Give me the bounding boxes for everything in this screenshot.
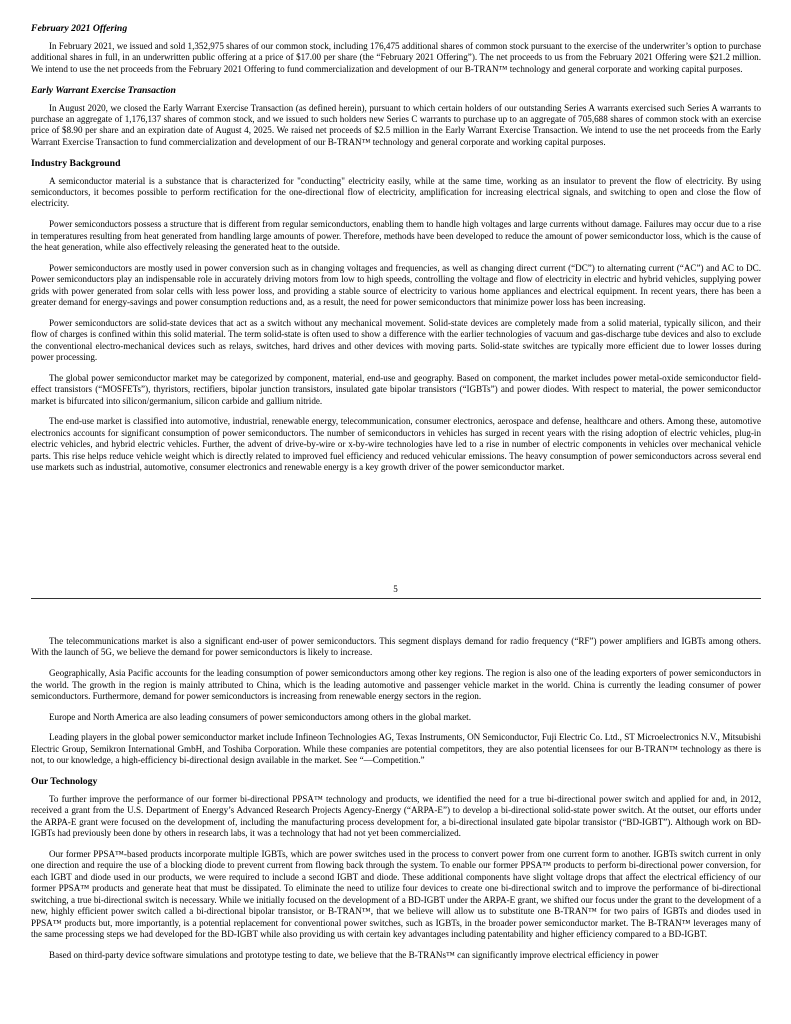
paragraph: The end-use market is classified into automotive, industrial, renewable energy, telecommunication, consumer electronics, aerospace and defense, healthcare and others. Among these, automotive electronics accounts for significant consumption of power semiconductors. The number of semiconductors in vehicles has surged in recent years with the rising adoption of electric vehicles, plug-in electric vehicles, and hybrid electric vehicles. Further, the advent of drive-by-wire or x-by-wire technologies have led to a rise in number of electric components in vehicles over mechanical vehicle parts. This rise helps reduce vehicle weight which is directly related to improved fuel efficiency and reduced vehicular emissions. The heavy consumption of power semiconductors across several end use markets such as industrial, automotive, consumer electronics and renewable energy is a key growth driver of the power semiconductor market. xyxy=(31,416,761,472)
section-heading-industry-background: Industry Background xyxy=(31,157,121,169)
page-top-content xyxy=(31,23,761,483)
paragraph: A semiconductor material is a substance that is characterized for "conducting" electricity easily, while at the same time, working as an insulator to prevent the flow of electricity. By using semiconductors, it becomes possible to perform rectification for the one-directional flow of electricity, amplification for increasing electrical signals, and switching to open and close the flow of electricity. xyxy=(31,175,761,209)
paragraph: Europe and North America are also leading consumers of power semiconductors among others in the global market. xyxy=(49,711,471,722)
page-break-divider xyxy=(31,598,761,599)
page-bottom-content xyxy=(31,636,761,970)
paragraph: Geographically, Asia Pacific accounts for the leading consumption of power semiconductors among other key regions. The region is also one of the leading exporters of power semiconductors in the world. The growth in the region is mainly attributed to China, which is the leading automotive and passenger vehicle market in the world. China is currently the leading consumer of power semiconductors. Furthermore, demand for power semiconductors is increasing from renewable energy sectors in the region. xyxy=(31,668,761,701)
paragraph: In August 2020, we closed the Early Warrant Exercise Transaction (as defined herein), pursuant to which certain holders of our outstanding Series A warrants exercised such Series A warrants to purchase an aggregate of 1,176,137 shares of common stock, and we issued to such holders new Series C warrants to purchase up to an aggregate of 705,688 shares of common stock with an exercise price of $8.90 per share and an expiration date of August 4, 2025. We raised net proceeds of $2.5 million in the Early Warrant Exercise Transaction. We intend to use the net proceeds from the Early Warrant Exercise Transaction to fund commercialization and development of our B-TRAN™ technology and general corporate and working capital purposes. xyxy=(31,102,761,147)
paragraph: Our former PPSA™-based products incorporate multiple IGBTs, which are power switches used in the process to convert power from one current form to another. IGBTs switch current in only one direction and require the use of a blocking diode to prevent current from flowing back through the system. To enable our former PPSA™ products to perform bi-directional power conversion, for each IGBT and diode used in our products, we were required to include a second IGBT and diode. These additional components have slight voltage drops that affect the electrical efficiency of our former PPSA™ products and generate heat that must be dissipated. To eliminate the need to utilize four devices to create one bi-directional switch and to improve the performance of bi-directional switching, a true bi-directional switch is necessary. While we initially focused on the development of a BD-IGBT under the ARPA-E grant, we shifted our focus under the grant to the development of a new, highly efficient power switch called a bi-directional bipolar transistor, or B-TRAN™, that we believe will allow us to substitute one B-TRAN™ for two pairs of IGBTs and diodes used in PPSA™ products but, more importantly, is a potential replacement for conventional power switches, such as IGBTs, in the broader power semiconductor market. The B-TRAN™ leverages many of the same processing steps we had developed for the BD-IGBT while also providing us with certain key advantages including patentability and higher efficiency compared to a BD-IGBT. xyxy=(31,848,761,939)
paragraph: Power semiconductors possess a structure that is different from regular semiconductors, enabling them to handle high voltages and large currents without damage. Failures may occur due to a rise in temperatures resulting from heat generated from handling large amounts of power. Therefore, methods have been developed to reduce the amount of power semiconductor loss, which is the cause of the heat generation, while also effectively releasing the generated heat to the outside. xyxy=(31,219,761,252)
paragraph: To further improve the performance of our former bi-directional PPSA™ technology and products, we identified the need for a true bi-directional power switch and applied for and, in 2012, received a grant from the U.S. Department of Energy’s Advanced Research Projects Agency-Energy (“ARPA-E”) to develop a bi-directional solid-state power switch. At the outset, our efforts under the ARPA-E grant were focused on the development of, including the manufacturing process development for, a bi-directional insulated gate bipolar transistor (“BD-IGBT”). Although work on BD-IGBTs had previously been done by others in research labs, it was a technology that had not yet been commercialized. xyxy=(31,793,761,839)
paragraph: Power semiconductors are mostly used in power conversion such as in changing voltages and frequencies, as well as changing direct current (“DC”) to alternating current (“AC”) and AC to DC. Power semiconductors play an indispensable role in accurately driving motors from low to high speeds, controlling the voltage and flow of electricity in electric and hybrid vehicles, supplying power grids with power generated from solar cells with less power loss, and providing a stable source of electricity to various home appliances and electrical equipment. In recent years, there has been a greater demand for energy-savings and power consumption reductions and, as a result, the need for power semiconductors that minimize power loss has been increasing. xyxy=(31,262,761,307)
paragraph: The global power semiconductor market may be categorized by component, material, end-use and geography. Based on component, the market includes power metal-oxide semiconductor field-effect transistors (“MOSFETs”), thyristors, rectifiers, bipolar junction transistors, insulated gate bipolar transistors (“IGBTs”) and power diodes. With respect to material, the power semiconductor market is bifurcated into silicon/germanium, silicon carbide and gallium nitride. xyxy=(31,372,761,406)
section-heading-our-technology: Our Technology xyxy=(31,775,98,787)
section-heading-february-offering: February 2021 Offering xyxy=(31,23,128,34)
paragraph: Leading players in the global power semiconductor market include Infineon Technologies AG, Texas Instruments, ON Semiconductor, Fuji Electric Co. Ltd., ST Microelectronics N.V., Mitsubishi Electric Group, Semikron International GmbH, and Toshiba Corporation. While these companies are potential competitors, they are also potential licensees for our B-TRAN™ technology as there is not, to our knowledge, a high-efficiency bi-directional design available in the market. See “—Competition.” xyxy=(31,732,761,766)
section-heading-early-warrant: Early Warrant Exercise Transaction xyxy=(31,84,176,96)
paragraph: Based on third-party device software simulations and prototype testing to date, we believe that the B-TRANs™ can significantly improve electrical efficiency in power xyxy=(49,949,659,960)
paragraph: Power semiconductors are solid-state devices that act as a switch without any mechanical movement. Solid-state devices are completely made from a solid material, typically silicon, and their flow of charges is confined within this solid material. The term solid-state is often used to show a difference with the earlier technologies of vacuum and gas-discharge tube devices and also to exclude the conventional electro-mechanical devices such as relays, switches, hard drives and other devices with moving parts. Solid-state switches are typically more efficient due to lower losses during power processing. xyxy=(31,317,761,362)
page-number: 5 xyxy=(393,584,398,594)
paragraph: In February 2021, we issued and sold 1,352,975 shares of our common stock, including 176,475 additional shares of common stock pursuant to the exercise of the underwriter’s option to purchase additional shares in full, in an underwritten public offering at a price of $17.00 per share (the “February 2021 Offering”). The net proceeds to us from the February 2021 Offering were $21.2 million. We intend to use the net proceeds from the February 2021 Offering to fund commercialization and development of our B-TRAN™ technology and general corporate and working capital purposes. xyxy=(31,41,761,74)
paragraph: The telecommunications market is also a significant end-user of power semiconductors. This segment displays demand for radio frequency (“RF”) power amplifiers and IGBTs among others. With the launch of 5G, we believe the demand for power semiconductors is likely to increase. xyxy=(31,636,761,658)
